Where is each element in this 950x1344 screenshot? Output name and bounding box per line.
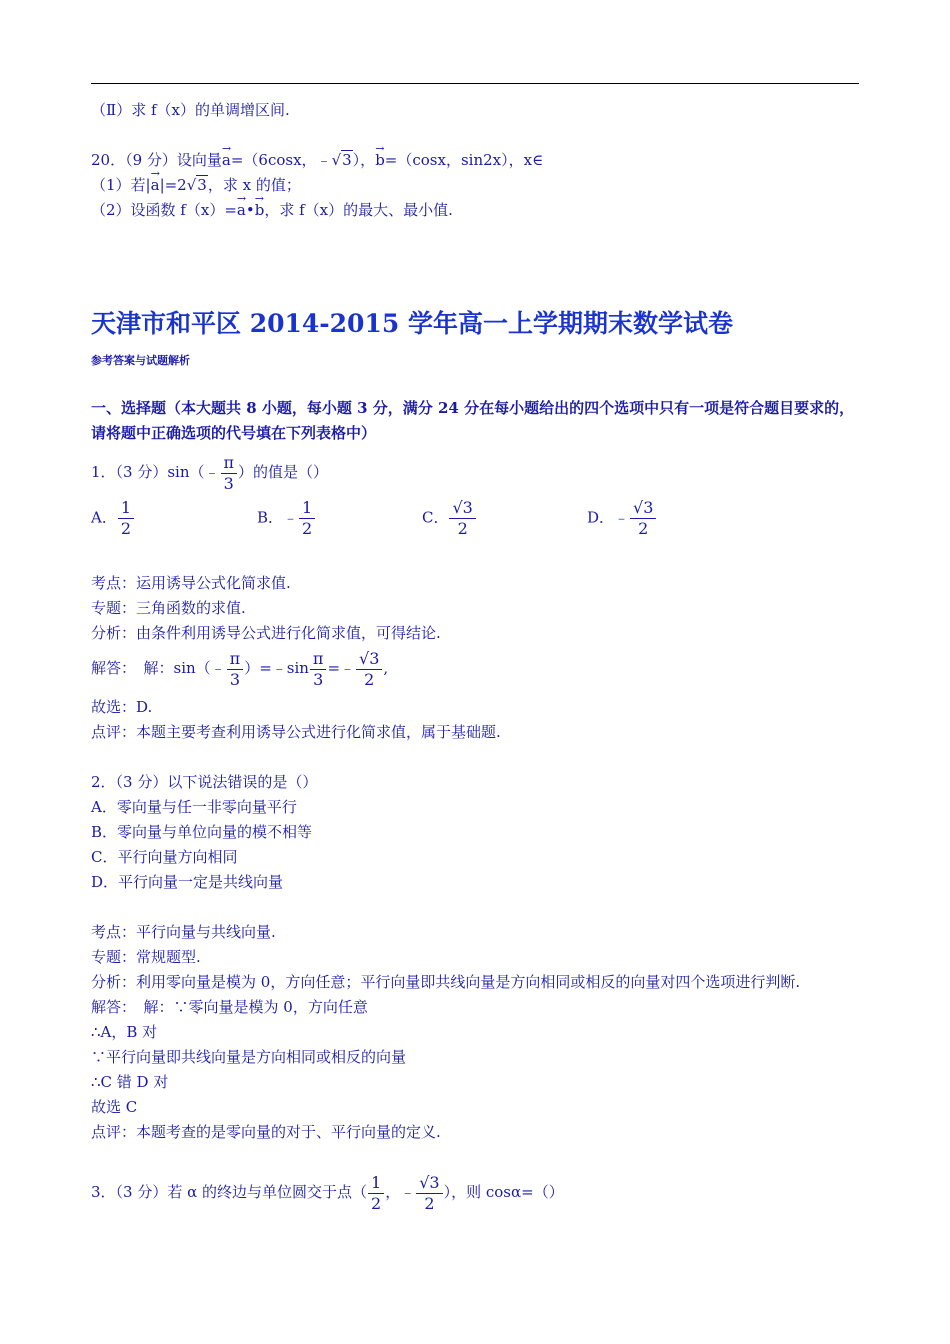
q1-option-b: B．﹣ $\frac{1}{2}$: [257, 500, 316, 537]
q1-fenxi: 分析：由条件利用诱导公式进行化简求值，可得结论.: [91, 624, 441, 642]
q1-jieda: 解答： 解：sin（﹣ $\frac{\pi}{3}$ ）=﹣sin $\frac{\pi}{3}$ =﹣ $\frac{√3}{2}$ ,: [91, 648, 389, 689]
q2-option-d: D．平行向量一定是共线向量: [91, 873, 284, 891]
q1-option-c: C． $\frac{√3}{2}$: [422, 500, 477, 537]
q2-comment: 点评：本题考查的是零向量的对于、平行向量的定义.: [91, 1123, 441, 1141]
q2-fenxi: 分析：利用零向量是模为 0，方向任意；平行向量即共线向量是方向相同或相反的向量对四个选项进行判断.: [91, 973, 801, 991]
q2-answer: 故选 C: [91, 1098, 138, 1116]
q2-step2: ∵平行向量即共线向量是方向相同或相反的向量: [91, 1048, 407, 1066]
vector-a: → a: [222, 150, 231, 170]
q2-kaodian: 考点：平行向量与共线向量.: [91, 923, 276, 941]
q2-option-c: C．平行向量方向相同: [91, 848, 238, 866]
q20-stem: 20．（9 分）设向量→ a=（6cosx，﹣√3），→ b=（cosx，sin2x），x∈: [91, 150, 543, 170]
page-title: 天津市和平区 2014-2015 学年高一上学期期末数学试卷: [91, 309, 733, 338]
q2-jieda: 解答： 解：∵零向量是模为 0，方向任意: [91, 998, 368, 1016]
q2-option-a: A．零向量与任一非零向量平行: [91, 798, 297, 816]
q1-kaodian: 考点：运用诱导公式化简求值.: [91, 574, 291, 592]
q1-answer: 故选：D.: [91, 698, 153, 716]
q2-stem: 2．（3 分）以下说法错误的是（）: [91, 773, 318, 791]
section-heading: 一、选择题（本大题共 8 小题，每小题 3 分，满分 24 分在每小题给出的四个选项中只有一项是符合题目要求的，请将题中正确选项的代号填在下列表格中）: [91, 399, 855, 442]
q1-stem: 1．（3 分）sin（﹣ $\frac{\pi}{3}$ ）的值是（）: [91, 452, 329, 493]
header-rule: [91, 83, 859, 84]
q2-step3: ∴C 错 D 对: [91, 1073, 169, 1091]
q1-zhuanti: 专题：三角函数的求值.: [91, 599, 246, 617]
vector-b: → b: [375, 150, 385, 170]
q1-option-a: A． $\frac{1}{2}$: [91, 500, 135, 537]
fraction: $\frac{\pi}{3}$: [221, 455, 238, 492]
q19-part2: （Ⅱ）求 f（x）的单调增区间.: [91, 101, 290, 119]
q1-option-d: D．﹣ $\frac{√3}{2}$: [587, 500, 657, 537]
q2-step1: ∴A，B 对: [91, 1023, 158, 1041]
q2-option-b: B．零向量与单位向量的模不相等: [91, 823, 313, 841]
q3-stem: 3．（3 分）若 α 的终边与单位圆交于点（ $\frac{1}{2}$ ，﹣ $\frac{√3}{2}$ ），则 cosα=（）: [91, 1172, 564, 1213]
q2-zhuanti: 专题：常规题型.: [91, 948, 201, 966]
q1-comment: 点评：本题主要考查利用诱导公式进行化简求值，属于基础题.: [91, 723, 501, 741]
page-subtitle: 参考答案与试题解析: [91, 354, 190, 367]
q20-part1: （1）若|→ a|=2√3，求 x 的值；: [91, 175, 301, 195]
q20-part2: （2）设函数 f（x）=→ a•→ b，求 f（x）的最大、最小值.: [91, 200, 453, 220]
